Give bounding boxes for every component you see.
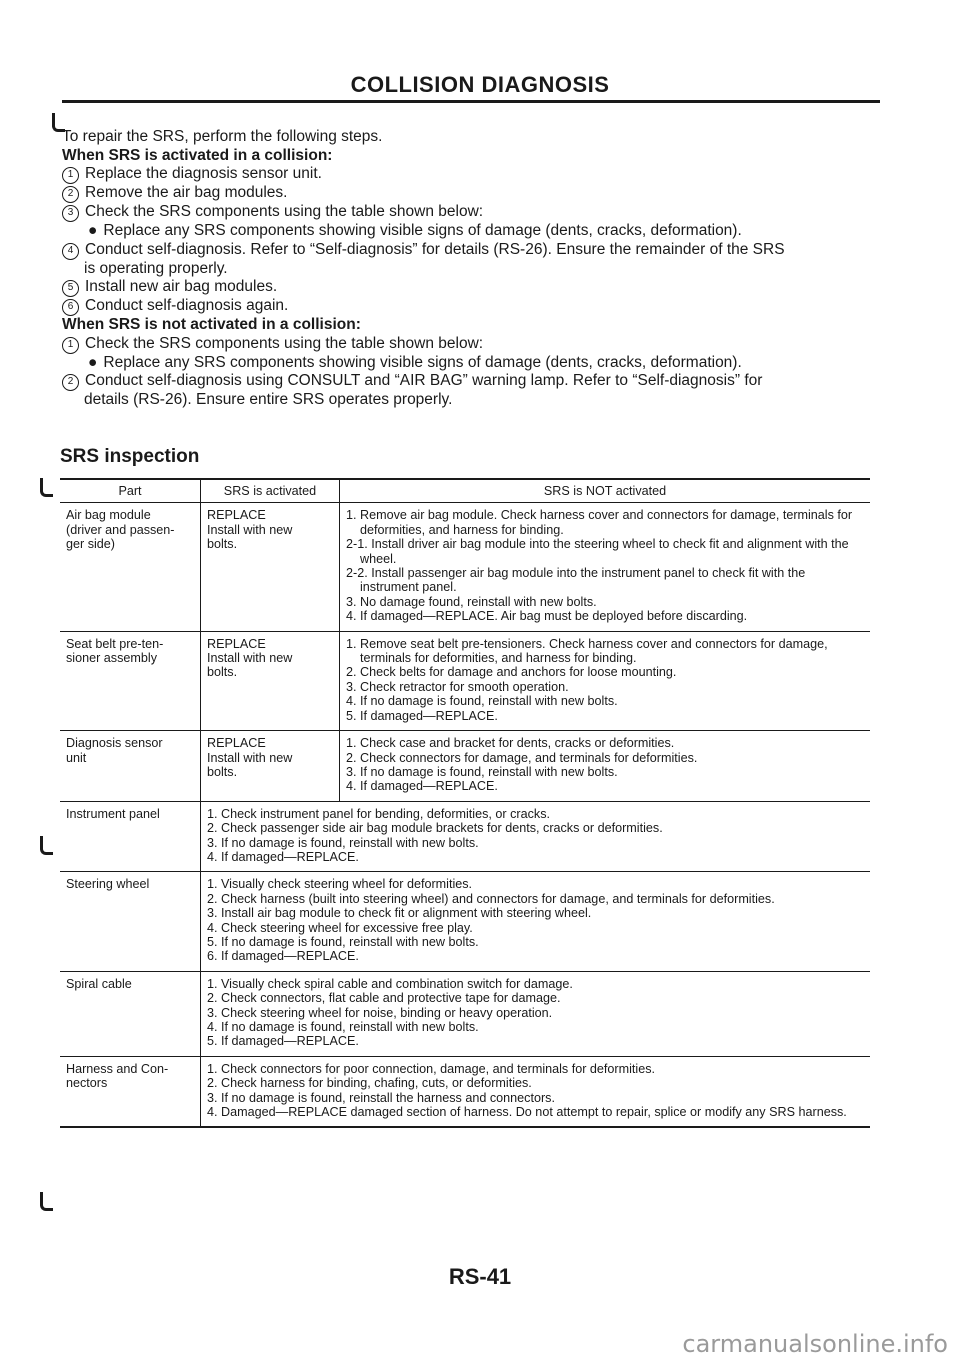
activated-step — [62, 165, 892, 184]
cell-line: 3. If no damage is found, reinstall with new bolts. — [346, 764, 618, 779]
cell-line: 2. Check passenger side air bag module brackets for dents, cracks or deformities. — [207, 821, 663, 836]
not-activated-cell — [340, 503, 871, 631]
part-cell — [60, 801, 201, 872]
cell-line: REPLACE — [207, 736, 266, 751]
step-number: 3 — [62, 205, 79, 222]
intro-text — [62, 128, 892, 410]
step-text: Remove the air bag modules. — [85, 184, 288, 201]
step-number: 4 — [62, 243, 79, 260]
cell-line: bolts. — [207, 665, 238, 680]
activated-step — [62, 278, 892, 297]
activated-step — [62, 203, 892, 222]
cell-line: 4. If no damage is found, reinstall with new bolts. — [207, 1020, 479, 1034]
cell-line: Harness and Con- — [66, 1061, 169, 1076]
not-activated-heading: When SRS is not activated in a collision: — [62, 316, 361, 333]
cell-line: (driver and passen- — [66, 522, 175, 537]
srs-inspection-table — [60, 478, 870, 1128]
inspection-cell — [201, 971, 871, 1056]
step-text: Check the SRS components using the table shown below: — [85, 334, 484, 352]
table-row — [60, 872, 870, 971]
activated-cell — [201, 731, 340, 802]
bullet-icon: ● — [88, 222, 98, 239]
page-number: RS-41 — [448, 1264, 512, 1289]
cell-line: unit — [66, 750, 87, 765]
margin-mark — [40, 478, 53, 497]
cell-line: 4. If no damage is found, reinstall with new bolts. — [346, 694, 618, 709]
cell-line: 2. Check connectors for damage, and terminals for deformities. — [346, 750, 698, 765]
cell-line: 3. Check steering wheel for noise, binding or heavy operation. — [207, 1005, 553, 1020]
table-row — [60, 503, 870, 631]
cell-line: 5. If no damage is found, reinstall with new bolts. — [207, 934, 479, 949]
cell-line: Diagnosis sensor — [66, 736, 163, 751]
activated-step — [62, 297, 892, 316]
cell-line: bolts. — [207, 537, 238, 552]
activated-step — [62, 184, 892, 203]
step-text: Install new air bag modules. — [85, 278, 278, 295]
watermark: carmanualsonline.info — [682, 1330, 948, 1358]
cell-line: 1. Visually check spiral cable and combination switch for damage. — [207, 976, 573, 991]
cell-line: 1. Remove air bag module. Check harness cover and connectors for damage, terminals for deformities, and harness for binding. — [346, 508, 853, 537]
page-title: COLLISION DIAGNOSIS — [350, 72, 610, 97]
cell-line: REPLACE — [207, 636, 266, 651]
cell-line: REPLACE — [207, 508, 266, 523]
step-text: Check the SRS components using the table shown below: — [85, 203, 484, 220]
cell-line: Install with new — [207, 522, 293, 537]
not-activated-step — [62, 335, 892, 354]
bullet-text: Replace any SRS components showing visible signs of damage (dents, cracks, deformation). — [103, 353, 742, 371]
step-continuation: is operating properly. — [84, 259, 228, 277]
cell-line: 1. Remove seat belt pre-tensioners. Check harness cover and connectors for damage, terminals for deformities, and harness for binding. — [346, 636, 828, 666]
part-cell — [60, 631, 201, 730]
cell-line: 2-1. Install driver air bag module into the steering wheel to check fit and alignment with the wheel. — [346, 537, 849, 566]
cell-line: 3. If no damage is found, reinstall with new bolts. — [207, 835, 479, 850]
cell-line: 2. Check belts for damage and anchors for loose mounting. — [346, 665, 677, 680]
not-activated-cell — [340, 731, 871, 802]
intro-line: To repair the SRS, perform the following steps. — [62, 128, 383, 145]
part-cell — [60, 971, 201, 1056]
step-number: 5 — [62, 280, 79, 297]
step-number: 6 — [62, 299, 79, 316]
cell-line: Install with new — [207, 750, 293, 765]
activated-step — [62, 241, 892, 260]
cell-line: 6. If damaged—REPLACE. — [207, 949, 359, 964]
bullet-text: Replace any SRS components showing visible signs of damage (dents, cracks, deformation). — [103, 222, 742, 239]
cell-line: Air bag module — [66, 508, 151, 523]
cell-line: nectors — [66, 1076, 108, 1091]
table-row — [60, 1056, 870, 1127]
step-number: 2 — [62, 186, 79, 203]
cell-line: 2. Check harness (built into steering wheel) and connectors for damage, and terminals for deformities. — [207, 891, 775, 906]
cell-line: Spiral cable — [66, 976, 132, 991]
table-row — [60, 801, 870, 872]
not-activated-step — [62, 372, 892, 391]
cell-line: sioner assembly — [66, 651, 157, 666]
cell-line: 4. Check steering wheel for excessive free play. — [207, 920, 473, 935]
bullet-line — [62, 222, 892, 241]
table-body — [60, 503, 870, 1128]
cell-line: 4. If damaged—REPLACE. Air bag must be deployed before discarding. — [346, 609, 748, 624]
cell-line: Seat belt pre-ten- — [66, 636, 164, 651]
cell-line: 3. Check retractor for smooth operation. — [346, 679, 569, 694]
cell-line: 1. Check instrument panel for bending, deformities, or cracks. — [207, 806, 550, 821]
inspection-cell — [201, 1056, 871, 1127]
part-cell — [60, 731, 201, 802]
inspection-cell — [201, 801, 871, 872]
step-continuation: details (RS-26). Ensure entire SRS operates properly. — [84, 391, 453, 408]
cell-line: 1. Visually check steering wheel for deformities. — [207, 877, 473, 892]
cell-line: 3. No damage found, reinstall with new bolts. — [346, 594, 597, 609]
cell-line: Install with new — [207, 651, 293, 666]
activated-cell — [201, 631, 340, 730]
cell-line: 2-2. Install passenger air bag module into the instrument panel to check fit with the instrument panel. — [346, 566, 806, 595]
margin-mark — [40, 1192, 53, 1211]
step-text: Conduct self-diagnosis. Refer to “Self-diagnosis” for details (RS-26). Ensure the remainder of the SRS — [85, 240, 785, 258]
cell-line: 4. Damaged—REPLACE damaged section of harness. Do not attempt to repair, splice or modify any SRS harness. — [207, 1105, 847, 1120]
cell-line: 4. If damaged—REPLACE. — [207, 849, 359, 864]
cell-line: 3. If no damage is found, reinstall the harness and connectors. — [207, 1090, 555, 1105]
table-row — [60, 631, 870, 730]
table-row — [60, 971, 870, 1056]
cell-line: 1. Check connectors for poor connection, damage, and terminals for deformities. — [207, 1061, 656, 1076]
step-text: Replace the diagnosis sensor unit. — [85, 165, 322, 182]
step-text: Conduct self-diagnosis using CONSULT and “AIR BAG” warning lamp. Refer to “Self-diagnosis” for — [85, 372, 763, 389]
cell-line: 1. Check case and bracket for dents, cracks or deformities. — [346, 736, 675, 751]
cell-line: 2. Check connectors, flat cable and protective tape for damage. — [207, 991, 561, 1006]
cell-line: 5. If damaged—REPLACE. — [346, 708, 498, 723]
activated-cell — [201, 503, 340, 631]
part-cell — [60, 872, 201, 971]
inspection-cell — [201, 872, 871, 971]
activated-heading: When SRS is activated in a collision: — [62, 146, 333, 164]
not-activated-cell — [340, 631, 871, 730]
part-cell — [60, 503, 201, 631]
step-text: Conduct self-diagnosis again. — [85, 297, 289, 314]
bullet-icon: ● — [88, 353, 98, 371]
bullet-line — [62, 354, 892, 373]
cell-line: ger side) — [66, 537, 115, 552]
cell-line: 5. If damaged—REPLACE. — [207, 1034, 359, 1049]
table-header-row — [60, 479, 870, 503]
column-header: Part — [60, 479, 201, 503]
cell-line: 3. Install air bag module to check fit or alignment with steering wheel. — [207, 906, 592, 921]
column-header: SRS is activated — [201, 479, 340, 503]
cell-line: bolts. — [207, 764, 238, 779]
margin-mark — [40, 836, 53, 855]
step-number: 2 — [62, 374, 79, 391]
table-row — [60, 731, 870, 802]
section-title: SRS inspection — [60, 446, 200, 467]
cell-line: Instrument panel — [66, 806, 160, 821]
step-number: 1 — [62, 167, 79, 184]
cell-line: Steering wheel — [66, 877, 150, 892]
step-number: 1 — [62, 337, 79, 354]
part-cell — [60, 1056, 201, 1127]
column-header: SRS is NOT activated — [340, 479, 871, 503]
cell-line: 2. Check harness for binding, chafing, cuts, or deformities. — [207, 1076, 532, 1091]
title-rule — [62, 100, 880, 103]
cell-line: 4. If damaged—REPLACE. — [346, 779, 498, 794]
